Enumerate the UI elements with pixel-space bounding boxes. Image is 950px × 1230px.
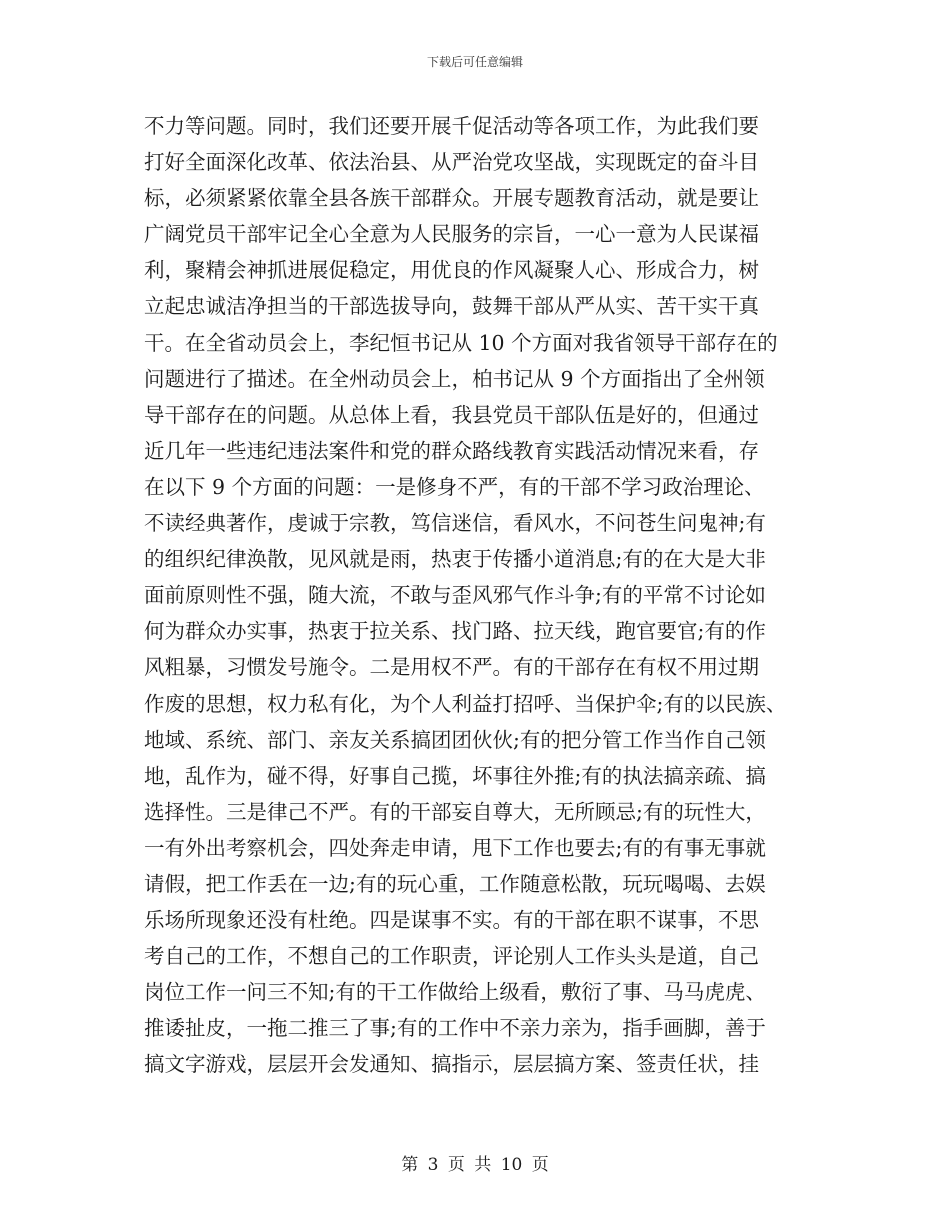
- body-line: 地域、系统、部门、亲友关系搞团团伙伙;有的把分管工作当作自己领: [144, 727, 766, 752]
- page-footer: [0, 1154, 950, 1176]
- body-line: 不读经典著作，虔诚于宗教，笃信迷信，看风水，不问苍生问鬼神;有: [144, 511, 766, 536]
- body-line: 近几年一些违纪违法案件和党的群众路线教育实践活动情况来看，存: [144, 438, 759, 463]
- page-number: 第 3 页 共 10 页: [401, 1155, 549, 1175]
- body-line: 在以下 9 个方面的问题：一是修身不严，有的干部不学习政治理论、: [144, 474, 765, 499]
- body-line: 考自己的工作，不想自己的工作职责，评论别人工作头头是道，自己: [144, 944, 759, 969]
- body-line: 作废的思想，权力私有化，为个人利益打招呼、当保护伞;有的以民族、: [144, 691, 787, 716]
- body-line: 标，必须紧紧依靠全县各族干部群众。开展专题教育活动，就是要让: [144, 186, 759, 211]
- body-line: 何为群众办实事，热衷于拉关系、找门路、拉天线，跑官要官;有的作: [144, 619, 766, 644]
- body-line: 搞文字游戏，层层开会发通知、搞指示，层层搞方案、签责任状，挂: [144, 1052, 759, 1077]
- body-line: 一有外出考察机会，四处奔走申请，甩下工作也要去;有的有事无事就: [144, 835, 766, 860]
- body-line: 风粗暴，习惯发号施令。二是用权不严。有的干部存在有权不用过期: [144, 655, 759, 680]
- header-note: 下载后可任意编辑: [426, 55, 523, 69]
- body-line: 导干部存在的问题。从总体上看，我县党员干部队伍是好的，但通过: [144, 402, 759, 427]
- body-line: 面前原则性不强，随大流，不敢与歪风邪气作斗争;有的平常不讨论如: [144, 583, 766, 608]
- body-line: 选择性。三是律己不严。有的干部妄自尊大，无所顾忌;有的玩性大，: [144, 799, 766, 824]
- body-line: 打好全面深化改革、依法治县、从严治党攻坚战，实现既定的奋斗目: [144, 150, 759, 175]
- document-body: [144, 108, 814, 1083]
- body-line: 干。在全省动员会上，李纪恒书记从 10 个方面对我省领导干部存在的: [144, 330, 778, 355]
- body-line: 的组织纪律涣散，见风就是雨，热衷于传播小道消息;有的在大是大非: [144, 547, 766, 572]
- body-line: 不力等问题。同时，我们还要开展千促活动等各项工作，为此我们要: [144, 114, 759, 138]
- body-line: 立起忠诚洁净担当的干部选拔导向，鼓舞干部从严从实、苦干实干真: [144, 294, 759, 319]
- body-line: 广阔党员干部牢记全心全意为人民服务的宗旨，一心一意为人民谋福: [144, 222, 759, 247]
- body-line: 问题进行了描述。在全州动员会上，柏书记从 9 个方面指出了全州领: [144, 366, 765, 391]
- body-line: 乐场所现象还没有杜绝。四是谋事不实。有的干部在职不谋事，不思: [144, 908, 759, 933]
- body-line: 请假，把工作丢在一边;有的玩心重，工作随意松散，玩玩喝喝、去娱: [144, 871, 766, 896]
- body-line: 利，聚精会神抓进展促稳定，用优良的作风凝聚人心、形成合力，树: [144, 258, 759, 283]
- body-line: 岗位工作一问三不知;有的干工作做给上级看，敷衍了事、马马虎虎、: [144, 980, 766, 1005]
- body-line: 推诿扯皮，一拖二推三了事;有的工作中不亲力亲为，指手画脚，善于: [144, 1016, 766, 1041]
- page-header: [0, 54, 950, 70]
- body-line: 地，乱作为，碰不得，好事自己揽，坏事往外推;有的执法搞亲疏、搞: [144, 763, 766, 788]
